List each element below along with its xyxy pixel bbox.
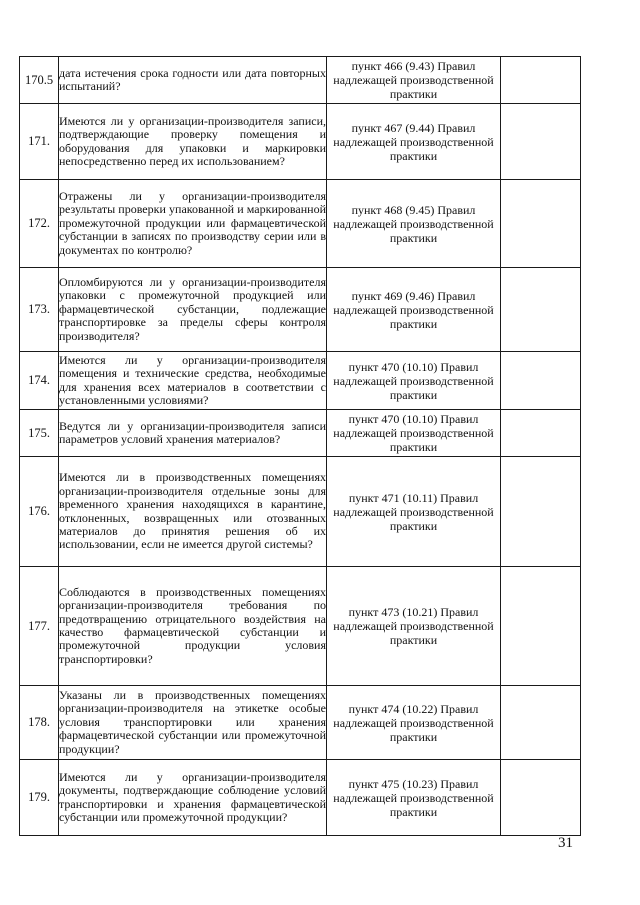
reference-text: пункт 470 (10.10) Правил надлежащей производственной практики [327, 352, 501, 410]
question-text: Соблюдаются в производственных помещениях организации-производителя требования по предотвращению отрицательного воздействия на качество фармацевтической субстанции и промежуточной продукции условия транспортировки? [59, 567, 327, 686]
question-text: дата истечения срока годности или дата повторных испытаний? [59, 57, 327, 104]
question-text: Имеются ли у организации-производителя помещения и технические средства, необходимые для хранения всех материалов в соответствии с установленными условиями? [59, 352, 327, 410]
table-row [20, 104, 581, 180]
row-number: 172. [20, 180, 59, 268]
table-row [20, 457, 581, 567]
table-row [20, 180, 581, 268]
mark-cell [501, 410, 581, 457]
mark-cell [501, 180, 581, 268]
mark-cell [501, 104, 581, 180]
question-text: Имеются ли в производственных помещениях организации-производителя отдельные зоны для временного хранения находящихся в карантине, отклоненных, возвращенных или отозванных материалов до принятия решения об их использовании, если не имеется другой системы? [59, 457, 327, 567]
table-row [20, 760, 581, 836]
reference-text: пункт 467 (9.44) Правил надлежащей производственной практики [327, 104, 501, 180]
table-row [20, 352, 581, 410]
reference-text: пункт 474 (10.22) Правил надлежащей производственной практики [327, 686, 501, 760]
row-number: 170.5 [20, 57, 59, 104]
reference-text: пункт 475 (10.23) Правил надлежащей производственной практики [327, 760, 501, 836]
question-text: Опломбируются ли у организации-производителя упаковки с промежуточной продукцией или фармацевтической субстанции, подлежащие транспортировке за пределы сферы контроля производителя? [59, 268, 327, 352]
mark-cell [501, 567, 581, 686]
reference-text: пункт 470 (10.10) Правил надлежащей производственной практики [327, 410, 501, 457]
question-text: Имеются ли у организации-производителя документы, подтверждающие соблюдение условий транспортировки и хранения фармацевтической субстанции или промежуточной продукции? [59, 760, 327, 836]
question-text: Указаны ли в производственных помещениях организации-производителя на этикетке особые условия транспортировки или хранения фармацевтической субстанции или промежуточной продукции? [59, 686, 327, 760]
mark-cell [501, 760, 581, 836]
row-number: 178. [20, 686, 59, 760]
mark-cell [501, 457, 581, 567]
row-number: 173. [20, 268, 59, 352]
mark-cell [501, 352, 581, 410]
table-row [20, 268, 581, 352]
reference-text: пункт 468 (9.45) Правил надлежащей производственной практики [327, 180, 501, 268]
table-row [20, 686, 581, 760]
reference-text: пункт 466 (9.43) Правил надлежащей производственной практики [327, 57, 501, 104]
mark-cell [501, 268, 581, 352]
table-row [20, 567, 581, 686]
question-text: Имеются ли у организации-производителя записи, подтверждающие проверку помещения и оборудования для упаковки и маркировки непосредственно перед их использованием? [59, 104, 327, 180]
row-number: 175. [20, 410, 59, 457]
question-text: Ведутся ли у организации-производителя записи параметров условий хранения материалов? [59, 410, 327, 457]
reference-text: пункт 469 (9.46) Правил надлежащей производственной практики [327, 268, 501, 352]
row-number: 179. [20, 760, 59, 836]
table-row [20, 410, 581, 457]
mark-cell [501, 57, 581, 104]
table-row [20, 57, 581, 104]
row-number: 171. [20, 104, 59, 180]
reference-text: пункт 473 (10.21) Правил надлежащей производственной практики [327, 567, 501, 686]
row-number: 174. [20, 352, 59, 410]
row-number: 176. [20, 457, 59, 567]
page-number: 31 [558, 835, 573, 851]
row-number: 177. [20, 567, 59, 686]
checklist-table [19, 56, 581, 836]
mark-cell [501, 686, 581, 760]
question-text: Отражены ли у организации-производителя результаты проверки упакованной и маркированной промежуточной продукции или фармацевтической субстанции в записях по производству серии или в документах по контролю? [59, 180, 327, 268]
reference-text: пункт 471 (10.11) Правил надлежащей производственной практики [327, 457, 501, 567]
